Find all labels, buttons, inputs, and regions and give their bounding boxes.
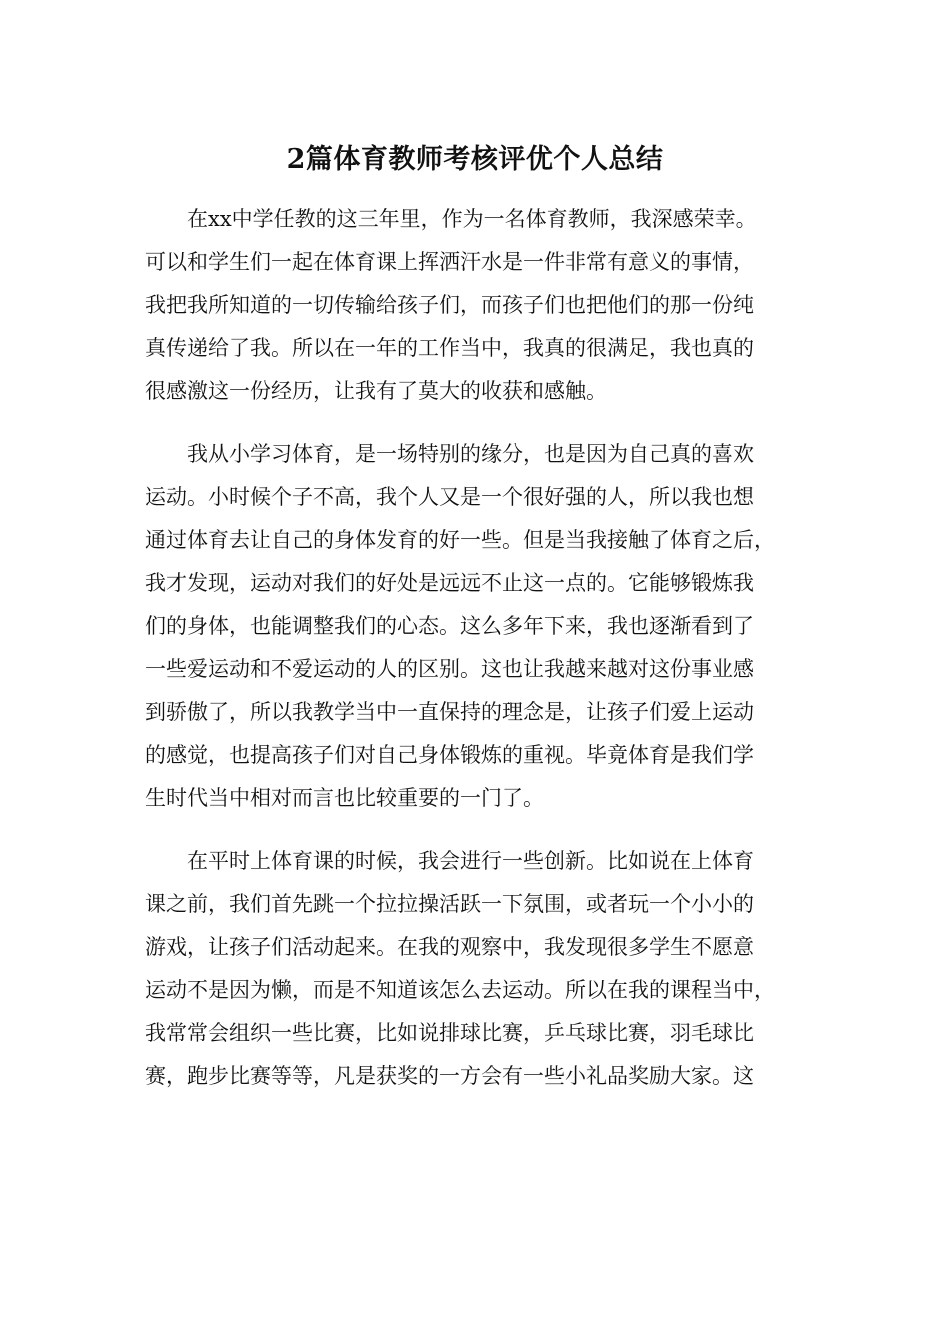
text-line: 的感觉，也提高孩子们对自己身体锻炼的重视。毕竟体育是我们学 <box>145 743 754 767</box>
text-line: 我把我所知道的一切传输给孩子们，而孩子们也把他们的那一份纯 <box>145 293 754 317</box>
document-body <box>145 198 797 1118</box>
text-line: 通过体育去让自己的身体发育的好一些。但是当我接触了体育之后， <box>145 528 775 552</box>
text-line: 我才发现，运动对我们的好处是远远不止这一点的。它能够锻炼我 <box>145 571 754 595</box>
text-line: 一些爱运动和不爱运动的人的区别。这也让我越来越对这份事业感 <box>145 657 754 681</box>
text-line: 运动不是因为懒，而是不知道该怎么去运动。所以在我的课程当中， <box>145 978 775 1002</box>
text-line: 到骄傲了，所以我教学当中一直保持的理念是，让孩子们爱上运动 <box>145 700 754 724</box>
text-line: 生时代当中相对而言也比较重要的一门了。 <box>145 786 544 810</box>
text-line: 在xx中学任教的这三年里，作为一名体育教师，我深感荣幸。 <box>145 207 757 231</box>
text-line: 可以和学生们一起在体育课上挥洒汗水是一件非常有意义的事情， <box>145 250 754 274</box>
document-title: 2篇体育教师考核评优个人总结 <box>286 144 664 175</box>
text-line: 们的身体，也能调整我们的心态。这么多年下来，我也逐渐看到了 <box>145 614 754 638</box>
text-line: 游戏，让孩子们活动起来。在我的观察中，我发现很多学生不愿意 <box>145 935 754 959</box>
text-line: 课之前，我们首先跳一个拉拉操活跃一下氛围，或者玩一个小小的 <box>145 892 754 916</box>
text-line: 在平时上体育课的时候，我会进行一些创新。比如说在上体育 <box>145 849 754 873</box>
text-line: 我常常会组织一些比赛，比如说排球比赛，乒乓球比赛，羽毛球比 <box>145 1021 754 1045</box>
text-line: 运动。小时候个子不高，我个人又是一个很好强的人，所以我也想 <box>145 485 754 509</box>
text-line: 赛，跑步比赛等等，凡是获奖的一方会有一些小礼品奖励大家。这 <box>145 1064 754 1088</box>
text-line: 真传递给了我。所以在一年的工作当中，我真的很满足，我也真的 <box>145 336 754 360</box>
text-line: 很感激这一份经历，让我有了莫大的收获和感触。 <box>145 379 607 403</box>
paragraph-3 <box>145 840 797 1098</box>
text-line: 我从小学习体育，是一场特别的缘分，也是因为自己真的喜欢 <box>145 442 754 466</box>
paragraph-2 <box>145 433 797 820</box>
paragraph-1 <box>145 198 797 413</box>
